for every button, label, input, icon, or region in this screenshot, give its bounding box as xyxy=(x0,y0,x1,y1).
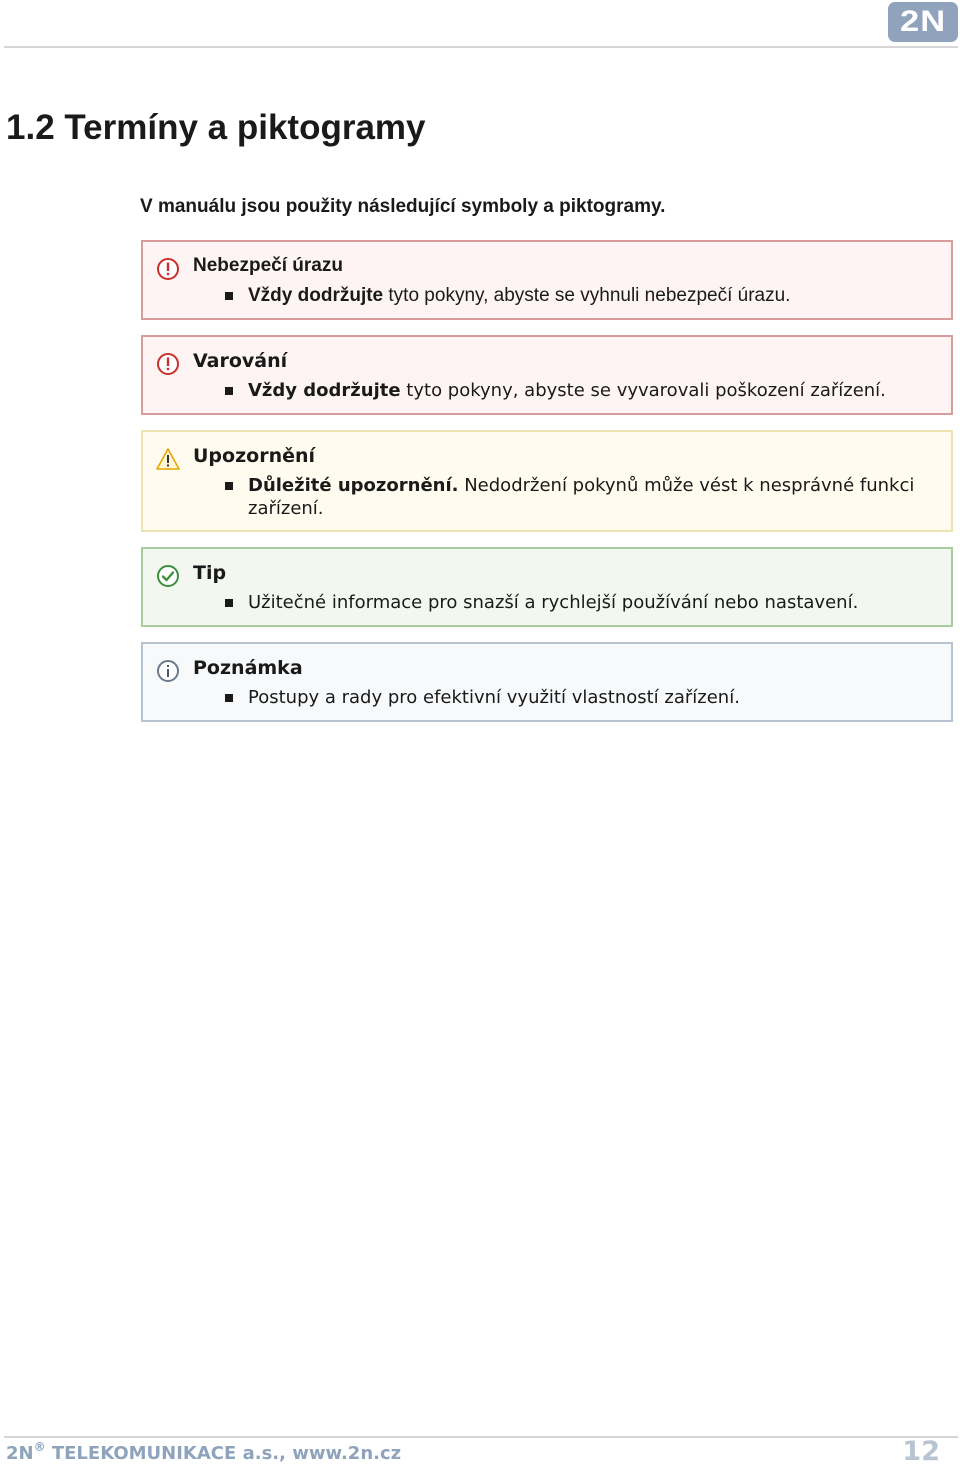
note-text: Postupy a rady pro efektivní využití vlastností zařízení. xyxy=(248,687,740,708)
danger-box xyxy=(141,240,953,320)
exclamation-circle-red-icon xyxy=(156,257,180,281)
warning-title: Varování xyxy=(193,350,288,372)
page-title: 1.2 Termíny a piktogramy xyxy=(6,108,426,147)
caution-text: Důležité upozornění. Nedodržení pokynů může vést k nesprávné funkci zařízení. xyxy=(248,475,915,519)
checkmark-circle-icon xyxy=(156,564,180,588)
tip-text: Užitečné informace pro snazší a rychlejší používání nebo nastavení. xyxy=(248,592,859,613)
exclamation-circle-red-icon xyxy=(156,352,180,376)
footer-divider xyxy=(4,1436,958,1438)
intro-text: V manuálu jsou použity následující symboly a piktogramy. xyxy=(140,196,666,217)
header-divider xyxy=(4,46,958,48)
bullet xyxy=(225,292,233,300)
footer-company: 2N® TELEKOMUNIKACE a.s., www.2n.cz xyxy=(6,1440,402,1464)
note-box xyxy=(141,642,953,722)
caution-title: Upozornění xyxy=(193,445,316,467)
warning-text: Vždy dodržujte tyto pokyny, abyste se vyvarovali poškození zařízení. xyxy=(248,380,886,401)
warning-box xyxy=(141,335,953,415)
danger-title: Nebezpečí úrazu xyxy=(193,255,343,276)
tip-box xyxy=(141,547,953,627)
bullet xyxy=(225,599,233,607)
note-title: Poznámka xyxy=(193,657,303,679)
bullet xyxy=(225,694,233,702)
caution-box xyxy=(141,430,953,532)
bullet xyxy=(225,387,233,395)
tip-title: Tip xyxy=(193,562,227,584)
info-circle-icon xyxy=(156,659,180,683)
page-number: 12 xyxy=(902,1436,940,1467)
danger-text: Vždy dodržujte tyto pokyny, abyste se vyhnuli nebezpečí úrazu. xyxy=(248,285,791,306)
bullet xyxy=(225,482,233,490)
warning-triangle-icon xyxy=(156,447,180,471)
brand-logo: 2N xyxy=(888,2,958,42)
